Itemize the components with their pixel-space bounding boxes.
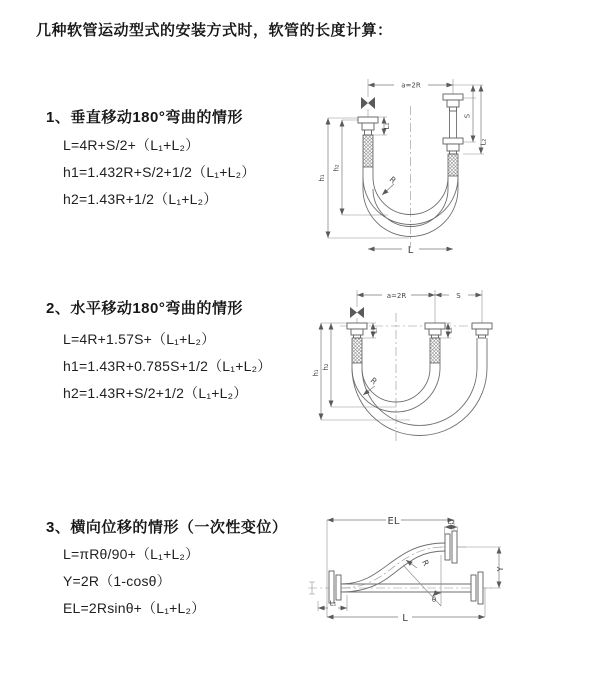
dim-label-l1: L₁ <box>370 327 379 334</box>
dim-label-radius: R <box>420 558 431 568</box>
formula: EL=2Rsinθ+（L₁+L₂） <box>63 600 206 616</box>
braided-hose-section <box>448 154 458 176</box>
dim-label-span: a=2R <box>386 292 407 300</box>
dim-label-h2: h₂ <box>332 164 341 172</box>
extension-lines <box>318 520 501 617</box>
section-1-formulas <box>63 132 255 213</box>
diagram-lateral-displacement <box>300 503 585 648</box>
dim-label-h1: h₁ <box>318 174 326 182</box>
left-fitting <box>358 117 378 135</box>
diagram-vertical-180-bend <box>312 72 570 262</box>
left-fitting <box>329 571 341 603</box>
dim-label-length: L <box>402 613 408 624</box>
dim-label-el: EL <box>387 516 400 527</box>
page-title: 几种软管运动型式的安装方式时，软管的长度计算： <box>36 22 393 39</box>
dim-label-l2: L₂ <box>447 518 455 526</box>
dim-label-l2: L₂ <box>479 138 488 146</box>
formula: Y=2R（1-cosθ） <box>63 573 171 589</box>
valve-icon <box>361 97 375 109</box>
middle-fitting <box>425 323 445 338</box>
right-fitting-upper <box>443 94 463 111</box>
dim-label-s: S <box>463 113 472 119</box>
hose-walls <box>352 338 487 368</box>
left-fitting <box>347 323 367 338</box>
dim-label-l1: L₁ <box>329 599 337 608</box>
valve-icon <box>350 307 364 318</box>
dim-label-l1: L₁ <box>383 122 391 130</box>
dim-label-h2: h₂ <box>322 363 330 371</box>
section-2-formulas <box>63 326 271 407</box>
braided-hose-section <box>363 135 373 167</box>
formula: h1=1.43R+0.785S+1/2（L₁+L₂） <box>63 358 272 374</box>
extension-lines <box>321 290 482 420</box>
dimension-lines <box>318 520 499 617</box>
dim-label-l2: L₂ <box>445 327 454 334</box>
diagram-horizontal-180-bend <box>310 283 582 458</box>
dim-label-radius: R <box>368 375 379 387</box>
formula: L=4R+S/2+（L₁+L₂） <box>63 137 200 153</box>
dim-label-h1: h₁ <box>312 369 320 377</box>
braided-hose-section <box>430 338 440 363</box>
braided-hose-section <box>352 338 362 363</box>
dim-label-s: S <box>456 292 461 300</box>
formula: h2=1.43R+S/2+1/2（L₁+L₂） <box>63 385 248 401</box>
formula: L=4R+1.57S+（L₁+L₂） <box>63 331 216 347</box>
top-right-fitting <box>445 531 457 563</box>
right-end-fitting <box>471 572 483 604</box>
section-2-heading: 2、水平移动180°弯曲的情形 <box>46 300 243 317</box>
section-3-formulas <box>63 541 205 622</box>
dim-label-radius: R <box>387 174 398 186</box>
formula: h2=1.43R+1/2（L₁+L₂） <box>63 191 218 207</box>
formula: h1=1.432R+S/2+1/2（L₁+L₂） <box>63 164 256 180</box>
dim-label-y: Y <box>496 566 505 572</box>
section-3-heading: 3、横向位移的情形（一次性变位） <box>46 519 288 536</box>
section-1-heading: 1、垂直移动180°弯曲的情形 <box>46 109 243 126</box>
dim-label-span: a=2R <box>401 81 421 90</box>
right-pipe <box>450 111 457 138</box>
right-fitting <box>472 323 492 338</box>
dim-label-theta: θ <box>431 596 437 604</box>
right-fitting-lower <box>443 138 463 154</box>
dim-label-length: L <box>407 245 414 256</box>
formula: L=πRθ/90+（L₁+L₂） <box>63 546 200 562</box>
